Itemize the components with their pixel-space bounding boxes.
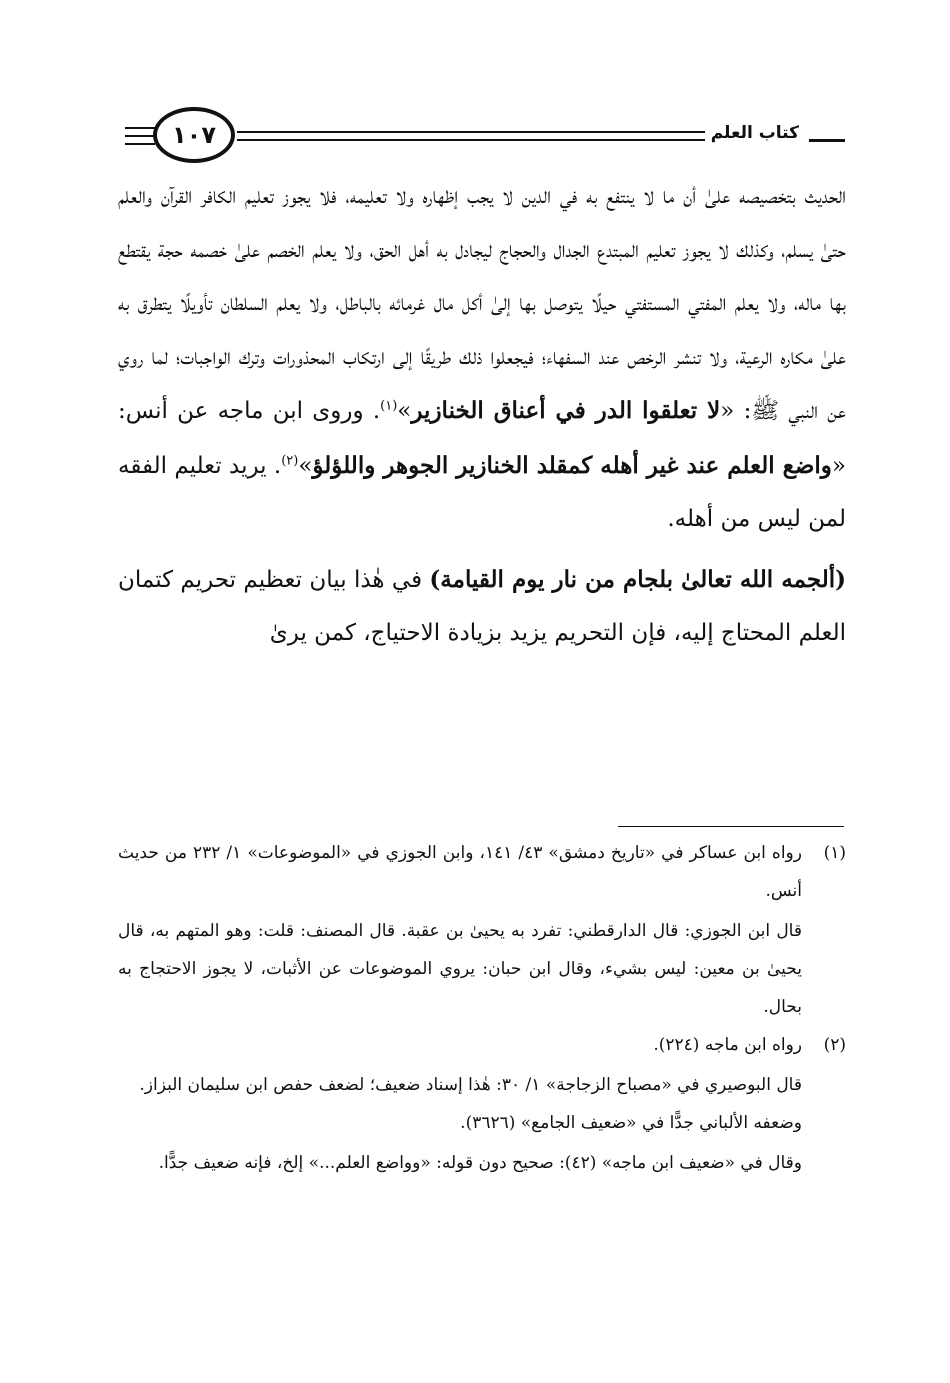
header-rule (237, 131, 725, 133)
text: » (397, 398, 412, 424)
paragraph (118, 553, 846, 661)
text: . وروى ابن ماجه عن أنس: « (118, 398, 846, 479)
footnotes (118, 834, 846, 1182)
hadith-quote: لا تعلقوا الدر في أعناق الخنازير (411, 397, 721, 424)
footnote-line: قال البوصيري في «مصباح الزجاجة» ١/ ٣٠: هٰذا إسناد ضعيف؛ لضعف حفص ابن سليمان البزاز. (139, 1075, 802, 1095)
header-rule (125, 135, 155, 137)
text: الحديث بتخصيصه علىٰ أن ما لا ينتفع به في الدين لا يجب إظهاره ولا تعليمه، فلا يجوز تعليم الكافر القرآن والعلم حتىٰ يسلم، وكذلك لا يجوز تعليم المبتدع الجدال والحجاج ليجادل به أهل الحق، ولا يعلم الخصم علىٰ خصمه حجة يقتطع بها ماله، ولا يعلم المفتي المستفتي حيلًا يتوصل بها إلىٰ أكل مال غرمائه بالباطل، ولا يعلم السلطان تأويلًا يتطرق به علىٰ مكاره الرعية، ولا تنشر الرخص عند السفهاء؛ فيجعلوا ذلك طريقًا إلى ارتكاب المحذورات وترك الواجبات؛ لما روي عن النبي ﷺ: « (118, 183, 846, 424)
text: في هٰذا بيان تعظيم تحريم كتمان العلم المحتاج إليه، فإن التحريم يزيد بزيادة الاحتياج، كمن يرىٰ (118, 566, 846, 646)
book-title: كتاب العلم (705, 123, 805, 143)
text: » (298, 452, 313, 479)
footnote-body (118, 834, 802, 1026)
hadith-quote: واضع العلم عند غير أهله كمقلد الخنازير الجوهر واللؤلؤ (312, 451, 832, 479)
footnote-body (118, 1026, 802, 1182)
page-number: ١٠٧ (153, 107, 235, 163)
footnote-line: وضعفه الألباني جدًّا في «ضعيف الجامع» (٣٦٢٦). (460, 1113, 802, 1133)
footnote-line: قال ابن الجوزي: قال الدارقطني: تفرد به يحيىٰ بن عقبة. قال المصنف: قلت: وهو المتهم به، قال يحيىٰ بن معين: ليس بشيء، وقال ابن حبان: يروي الموضوعات عن الأثبات، لا يجوز الاحتجاج به بحال. (118, 921, 802, 1017)
matn-quote: (ألجمه الله تعالىٰ بلجام من نار يوم القيامة) (429, 565, 846, 593)
header-rule (809, 139, 845, 142)
header-rule (125, 127, 155, 129)
footnote-separator (618, 826, 844, 827)
footnote-number: (١) (823, 843, 846, 863)
header-rule (125, 143, 155, 145)
footnote-ref[interactable]: (١) (380, 398, 398, 414)
paragraph (118, 170, 846, 547)
footnote-line: وقال في «ضعيف ابن ماجه» (٤٢): صحيح دون قوله: «وواضع العلم...» إلخ، فإنه ضعيف جدًّا. (158, 1153, 802, 1173)
text: . يريد تعليم الفقه لمن ليس من أهله. (118, 452, 846, 532)
footnote (118, 834, 846, 1026)
footnote-line: رواه ابن عساكر في «تاريخ دمشق» ٤٣/ ١٤١، وابن الجوزي في «الموضوعات» ١/ ٢٣٢ من حديث أنس. (118, 843, 802, 901)
page-header (125, 105, 845, 167)
footnote (118, 1026, 846, 1182)
footnote-line: رواه ابن ماجه (٢٢٤). (653, 1035, 802, 1055)
footnote-ref[interactable]: (٢) (281, 452, 299, 468)
footnote-number: (٢) (823, 1035, 846, 1055)
header-rule (237, 139, 725, 141)
main-text (118, 170, 846, 661)
